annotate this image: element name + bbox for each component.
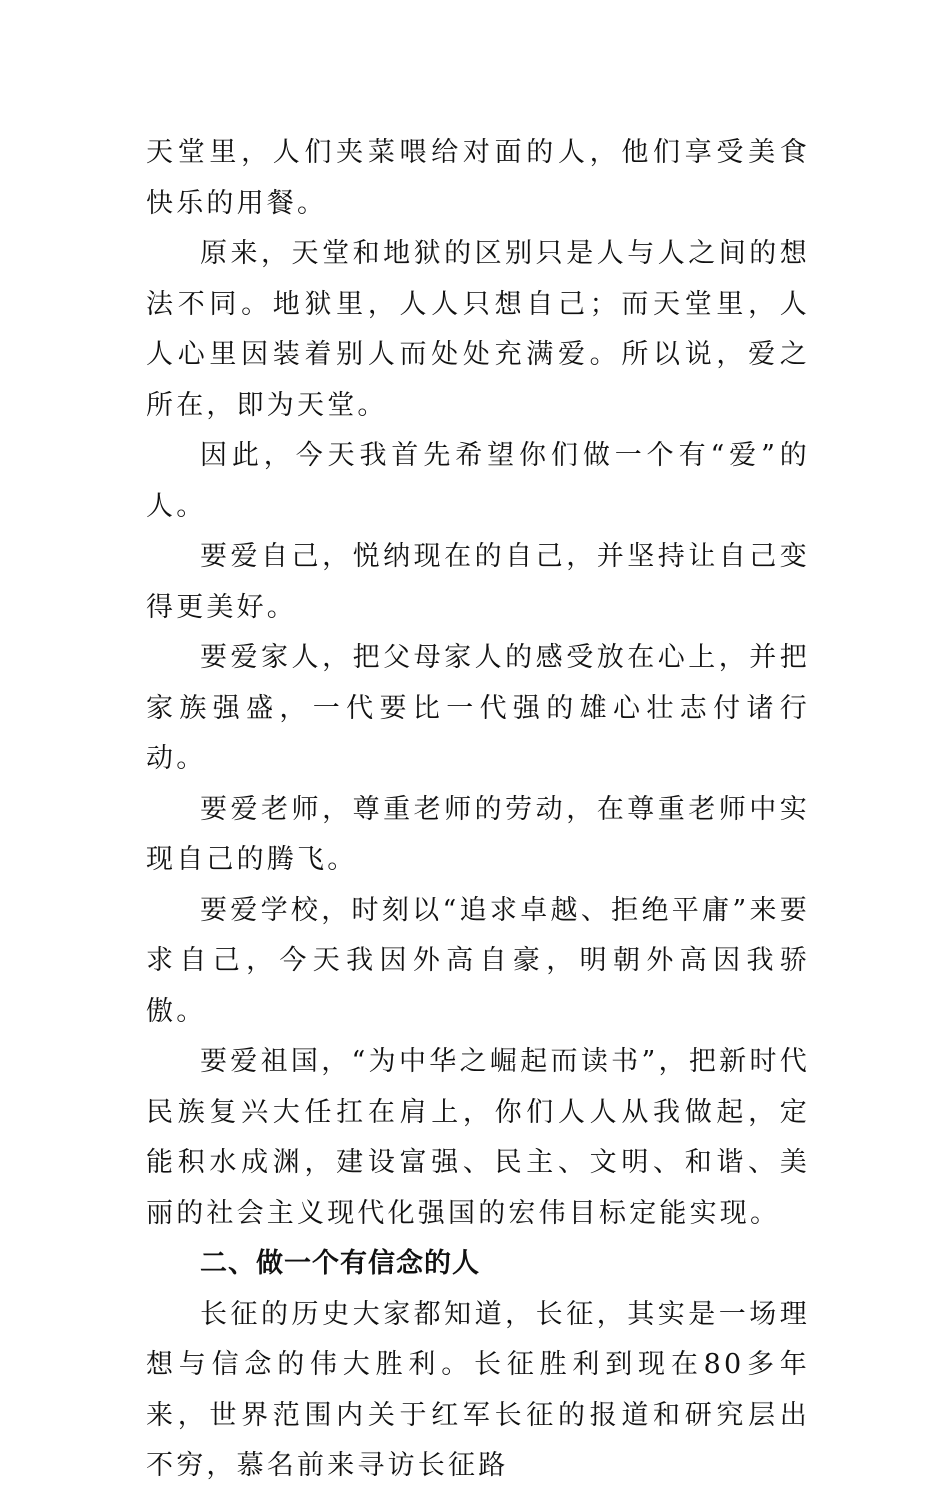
paragraph-love-school: 要爱学校，时刻以“追求卓越、拒绝平庸”来要求自己，今天我因外高自豪，明朝外高因我骄傲。: [146, 894, 810, 1027]
section-heading-faith: 二、做一个有信念的人: [200, 1248, 480, 1279]
document-body: [146, 128, 810, 1492]
paragraph-long-march: 长征的历史大家都知道，长征，其实是一场理想与信念的伟大胜利。长征胜利到现在80多年来，世界范围内关于红军长征的报道和研究层出不穷，慕名前来寻访长征路: [146, 1298, 810, 1481]
paragraph-love-country: 要爱祖国，“为中华之崛起而读书”，把新时代民族复兴大任扛在肩上，你们人人从我做起，定能积水成渊，建设富强、民主、文明、和谐、美丽的社会主义现代化强国的宏伟目标定能实现。: [146, 1046, 810, 1229]
paragraph-heaven-hell-difference: 原来，天堂和地狱的区别只是人与人之间的想法不同。地狱里，人人只想自己；而天堂里，人人心里因装着别人而处处充满爱。所以说，爱之所在，即为天堂。: [146, 238, 810, 421]
paragraph-love-family: 要爱家人，把父母家人的感受放在心上，并把家族强盛，一代要比一代强的雄心壮志付诸行动。: [146, 642, 810, 774]
paragraph-heaven-dining: 天堂里，人们夹菜喂给对面的人，他们享受美食快乐的用餐。: [146, 137, 810, 219]
paragraph-love-teachers: 要爱老师，尊重老师的劳动，在尊重老师中实现自己的腾飞。: [146, 793, 810, 875]
paragraph-love-self: 要爱自己，悦纳现在的自己，并坚持让自己变得更美好。: [146, 541, 810, 623]
paragraph-be-loving: 因此，今天我首先希望你们做一个有“爱”的人。: [146, 440, 810, 522]
